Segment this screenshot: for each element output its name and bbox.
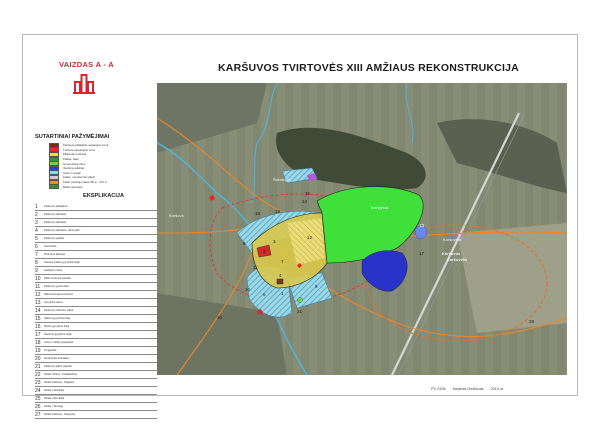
explication-text: Kelias į Tauragę [44, 405, 64, 408]
legend [49, 143, 169, 189]
explication-number: 25 [35, 395, 41, 402]
explication-text: Kelias į Žemaitiją [44, 397, 65, 400]
explication-row [35, 275, 157, 283]
zone-number: 17 [419, 251, 425, 256]
explication-number: 27 [35, 411, 41, 418]
explication-row [35, 411, 157, 419]
explication-number: 15 [35, 315, 41, 322]
explication-number: 1 [35, 203, 38, 210]
explication-row [35, 363, 157, 371]
explication-number: 20 [35, 355, 41, 362]
explication-text: Vakarų gynybinė linija [44, 317, 70, 320]
legend-title: SUTARTINIAI PAŽYMĖJIMAI [35, 134, 110, 140]
explication-row [35, 219, 157, 227]
explication-number: 10 [35, 275, 41, 282]
explication-row [35, 339, 157, 347]
explication-text: Kelias Vilnius - Karaliaučius [44, 373, 77, 376]
explication-text: Rekonstruojama tvirtovė [44, 293, 73, 296]
explication-row [35, 355, 157, 363]
legend-label: Gyvenvietės ribos [63, 161, 86, 166]
zone-number: 21 [297, 309, 303, 314]
legend-label: Karšuvos piliakalnio apsaugine zona [63, 143, 109, 148]
explication-row [35, 243, 157, 251]
legend-swatch [49, 184, 59, 189]
explication-row [35, 347, 157, 355]
zone-number: 12 [307, 235, 313, 240]
drawing-year: 2010 m. [490, 387, 505, 391]
gediminas-columns-emblem [71, 73, 97, 95]
zone-number: 13 [419, 223, 425, 228]
explication-text: Rytinė gynybinė linija [44, 325, 70, 328]
explication-row [35, 251, 157, 259]
zone-number: 8 [243, 241, 246, 246]
zone-number: 28 [529, 319, 535, 324]
explication-row [35, 259, 157, 267]
place-label: Ivangėnai [371, 205, 389, 210]
explication-text: Kelias Karšuva - Ragainė [44, 381, 75, 384]
explication-text: Šiaurės vakarų gynybinė linija [44, 261, 80, 264]
zone-number: 7 [281, 259, 284, 264]
explication-text: Turgavietė [44, 349, 57, 352]
legend-label: Tvirtovės apsauginė zona [63, 147, 95, 152]
explication-number: 13 [35, 299, 41, 306]
explication-row [35, 227, 157, 235]
explication-number: 5 [35, 235, 38, 242]
drawing-sheet [22, 34, 578, 418]
legend-label: Pelkės, šlapi [63, 157, 79, 162]
explication-text: Karšuvos piliavietė [44, 221, 67, 224]
explication-text: Kelias į Jūrbarką [44, 389, 64, 392]
explication-number: 4 [35, 227, 38, 234]
explication-row [35, 307, 157, 315]
explication-text: Šventvietė [44, 245, 57, 248]
explication-number: 18 [35, 339, 41, 346]
explication-number: 24 [35, 387, 41, 394]
explication-text: Karšuvos piliavietė „Vartų pilis“ [44, 229, 81, 232]
explication-number: 16 [35, 323, 41, 330]
explication-row [35, 323, 157, 331]
zone-number: 16 [255, 211, 261, 216]
explication-title: EKSPLIKACIJA [83, 193, 125, 199]
explication-row [35, 387, 157, 395]
explication-row [35, 291, 157, 299]
explication-number: 26 [35, 403, 41, 410]
zone-number: 19 [275, 209, 281, 214]
zone-number: 4 [279, 273, 282, 278]
explication-text: Karšuvos piliavietė [44, 213, 67, 216]
reconstruction-map [157, 83, 567, 375]
explication-number: 19 [35, 347, 41, 354]
place-label: Karšuvėlis [447, 257, 468, 262]
explication-row [35, 379, 157, 387]
explication-row [35, 283, 157, 291]
explication-row [35, 299, 157, 307]
explication-text: Pilies tvirtovės pastatai [44, 277, 72, 280]
legend-label: Keliai, pėsčiųjų takas XIII a. - XIV a. [63, 180, 108, 185]
explication-row [35, 331, 157, 339]
explication-number: 3 [35, 219, 38, 226]
drawing-author: Antanas Gečiūnas [452, 387, 484, 391]
place-label: Šventupis [273, 177, 291, 182]
view-label: VAIZDAS A - A [59, 60, 115, 69]
place-label: Karšuvos [442, 251, 461, 256]
zone-number: 10 [245, 287, 251, 292]
explication-row [35, 315, 157, 323]
explication-text: Amatininkų kvartalas [44, 357, 69, 360]
legend-label: Miško teritorijos [63, 184, 83, 189]
explication-text: Karšuvos piliakalnis [44, 205, 68, 208]
legend-item [49, 184, 169, 189]
explication-number: 9 [35, 267, 38, 274]
explication-text: Karšuvos gyvenvietė [44, 285, 69, 288]
legend-label: Kelias, numatomas statyti [63, 175, 95, 180]
explication-text: Karšuvos papiliai [44, 237, 65, 240]
explication-number: 6 [35, 243, 38, 250]
explication-number: 21 [35, 363, 41, 370]
brown-building [277, 279, 283, 284]
green-marker [298, 298, 303, 303]
explication-number: 7 [35, 251, 38, 258]
explication-row [35, 267, 157, 275]
explication-text: Gynybinė siena [44, 301, 63, 304]
zone-number: 2 [263, 249, 266, 254]
explication-row [35, 203, 157, 211]
zone-number: 1 [281, 291, 284, 296]
explication-row [35, 371, 157, 379]
explication-text: Pietrytinė atkarpa [44, 253, 65, 256]
explication-row [35, 211, 157, 219]
explication-number: 12 [35, 291, 41, 298]
zone-number: 11 [253, 265, 258, 270]
explication-number: 11 [35, 283, 41, 290]
legend-label: Upės ir upeliai [63, 170, 81, 175]
explication-table [35, 203, 157, 419]
drawing-code: PV 2436 [431, 387, 446, 391]
explication-text: Kelias Karšuva - Raseiniai [44, 413, 76, 416]
explication-row [35, 403, 157, 411]
zone-number: 15 [305, 191, 311, 196]
explication-number: 17 [35, 331, 41, 338]
explication-text: Karšuvos pilies papėdė [44, 365, 72, 368]
zone-number: 6 [263, 292, 266, 297]
explication-text: Šiaurinė gynybinė linija [44, 333, 72, 336]
place-label: Karšuvėlis [443, 237, 462, 242]
page-title: KARŠUVOS TVIRTOVĖS XIII AMŽIAUS REKONSTRUKCIJA [218, 62, 519, 74]
zone-number: 14 [302, 199, 308, 204]
legend-label: Vandens telkiniai [63, 166, 84, 171]
explication-number: 8 [35, 259, 38, 266]
explication-number: 22 [35, 371, 41, 378]
explication-number: 2 [35, 211, 38, 218]
explication-text: Karšuvos tvirtovės vartai [44, 309, 74, 312]
zone-number: 20 [217, 315, 223, 320]
explication-row [35, 395, 157, 403]
explication-number: 14 [35, 307, 41, 314]
explication-text: Laivų ir valčių prieplauka [44, 341, 74, 344]
explication-text: Laidojimo vieta [44, 269, 62, 272]
explication-row [35, 235, 157, 243]
zone-number: 3 [273, 239, 276, 244]
drawing-credit [431, 387, 510, 391]
explication-number: 23 [35, 379, 41, 386]
place-label: Karšuva [169, 213, 184, 218]
legend-label: Piliavietės teritorija [63, 152, 87, 157]
zone-number: 9 [315, 284, 318, 289]
